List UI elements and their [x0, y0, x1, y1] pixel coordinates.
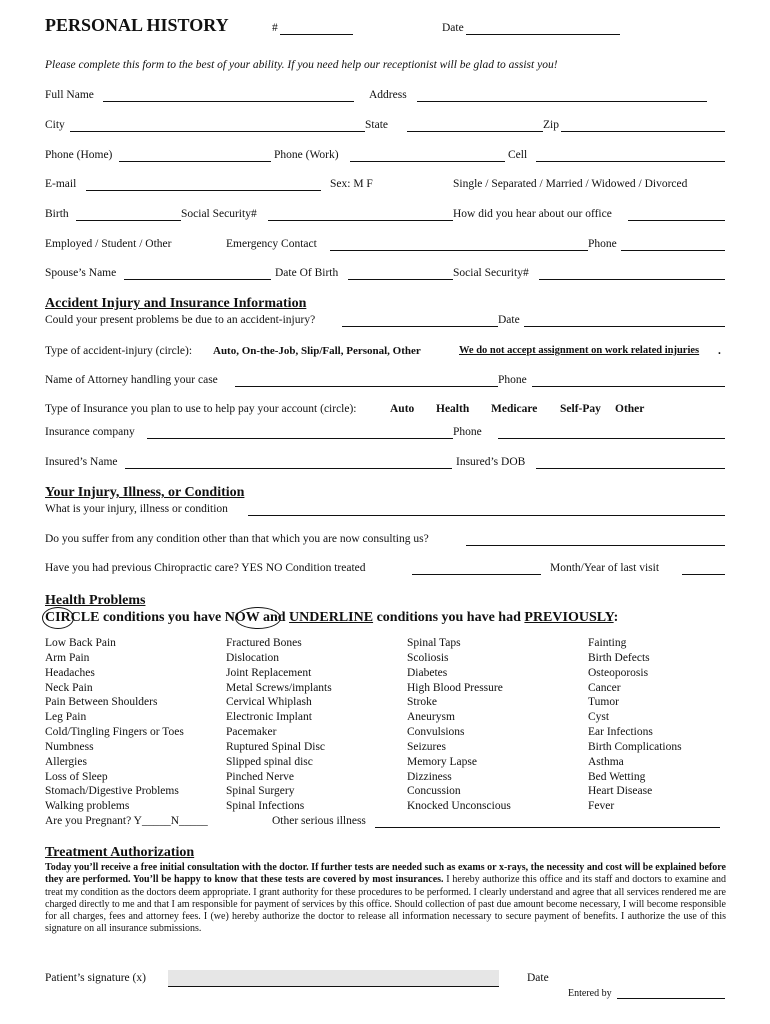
condition-item[interactable]: Low Back Pain [45, 637, 116, 649]
address-field[interactable] [417, 101, 707, 102]
birth-label: Birth [45, 208, 69, 220]
condition-item[interactable]: Bed Wetting [588, 770, 646, 783]
entered-by-label: Entered by [568, 988, 612, 999]
insurance-company-label: Insurance company [45, 426, 135, 438]
condition-treated-field[interactable] [412, 574, 541, 575]
insurance-option-health[interactable]: Health [436, 403, 470, 415]
last-visit-label: Month/Year of last visit [550, 562, 660, 574]
injury-question: What is your injury, illness or condition [45, 503, 228, 515]
condition-item[interactable]: Osteoporosis [588, 666, 649, 679]
circle-word: CIRCLE [45, 610, 100, 625]
number-field[interactable] [280, 34, 353, 35]
health-section-heading: Health Problems [45, 593, 146, 608]
chiropractic-question: Have you had previous Chiropractic care? YES NO Condition treated [45, 562, 366, 574]
referral-label: How did you hear about our office [453, 208, 612, 220]
instr-colon: : [613, 610, 619, 625]
conditions-col-4 [588, 636, 682, 814]
accident-answer-field[interactable] [342, 326, 498, 327]
injury-section-heading: Your Injury, Illness, or Condition [45, 485, 245, 500]
phone-home-field[interactable] [119, 161, 271, 162]
entered-by-field[interactable] [617, 998, 725, 999]
condition-item[interactable]: Spinal Surgery [226, 785, 295, 798]
accident-type-options[interactable]: Auto, On-the-Job, Slip/Fall, Personal, Other [213, 345, 421, 357]
condition-item[interactable]: Electronic Implant [226, 711, 312, 724]
email-field[interactable] [86, 190, 321, 191]
treatment-body-text: I hereby authorize this office and its staff and doctors to examine and treat my condition as the doctors deem appropriate. I grant authority for these procedures to be performed. I clearly understand and agree that all services rendered me are charged directly to me and that I am responsible for payment of services by this office. Should collection of past due amount become necessary, I will become responsible for all charges, fees and attorney fees. I (we) hereby authorize the doctor to release all information necessary to secure payment of benefits. I authorize the use of this signature on all insurance submissions. [45, 874, 727, 935]
condition-item[interactable]: Pinched Nerve [226, 770, 295, 783]
notice-period: . [718, 345, 721, 357]
insurance-phone-field[interactable] [498, 438, 725, 439]
condition-item[interactable]: Memory Lapse [407, 755, 477, 768]
insurance-option-medicare[interactable]: Medicare [491, 403, 538, 415]
instr-text-3: conditions you have had [373, 610, 525, 625]
condition-item[interactable]: Cold/Tingling Fingers or Toes [45, 726, 184, 739]
zip-field[interactable] [561, 131, 725, 132]
injury-field[interactable] [248, 515, 725, 516]
no-assignment-notice: We do not accept assignment on work related injuries [459, 345, 700, 356]
attorney-label: Name of Attorney handling your case [45, 374, 218, 386]
condition-item[interactable]: Loss of Sleep [45, 770, 108, 783]
spouse-ssn-field[interactable] [539, 279, 725, 280]
condition-item[interactable]: Stroke [407, 696, 438, 709]
sex-options[interactable]: Sex: M F [330, 178, 373, 190]
zip-label: Zip [543, 119, 559, 131]
emergency-phone-field[interactable] [621, 250, 725, 251]
accident-type-question: Type of accident-injury (circle): [45, 345, 193, 357]
insured-dob-field[interactable] [536, 468, 725, 469]
referral-field[interactable] [628, 220, 725, 221]
condition-item[interactable]: Joint Replacement [226, 666, 312, 679]
condition-item[interactable]: Allergies [45, 755, 87, 768]
cell-label: Cell [508, 149, 528, 161]
spouse-name-label: Spouse’s Name [45, 267, 117, 279]
condition-item[interactable]: Dizziness [407, 770, 452, 783]
circle-mark-2 [235, 607, 281, 629]
condition-item[interactable]: Stomach/Digestive Problems [45, 785, 179, 798]
attorney-phone-label: Phone [498, 374, 527, 386]
condition-item[interactable]: Knocked Unconscious [407, 800, 511, 813]
condition-item[interactable]: Asthma [588, 755, 624, 768]
condition-item[interactable]: Leg Pain [45, 711, 87, 724]
condition-item[interactable]: Arm Pain [45, 651, 90, 664]
ssn-label: Social Security# [181, 208, 257, 220]
insurance-type-question: Type of Insurance you plan to use to help pay your account (circle): [45, 403, 357, 415]
spouse-ssn-label: Social Security# [453, 267, 529, 279]
conditions-col-3 [407, 636, 511, 814]
condition-item[interactable]: Slipped spinal disc [226, 755, 313, 768]
condition-item[interactable]: Heart Disease [588, 785, 653, 798]
cell-field[interactable] [536, 161, 725, 162]
condition-item[interactable]: Metal Screws/implants [226, 681, 332, 694]
condition-item[interactable]: Birth Complications [588, 740, 682, 753]
previously-word: PREVIOUSLY [524, 610, 614, 625]
condition-item[interactable]: Ruptured Spinal Disc [226, 740, 326, 753]
emergency-contact-field[interactable] [330, 250, 588, 251]
accident-date-field[interactable] [524, 326, 725, 327]
condition-item[interactable]: Numbness [45, 740, 94, 753]
signature-date-label: Date [527, 972, 549, 984]
spouse-dob-label: Date Of Birth [275, 267, 339, 279]
condition-item[interactable]: Birth Defects [588, 651, 650, 664]
condition-item[interactable]: Convulsions [407, 726, 465, 739]
condition-item[interactable]: Pain Between Shoulders [45, 696, 158, 709]
attorney-phone-field[interactable] [532, 386, 725, 387]
marital-status-options[interactable]: Single / Separated / Married / Widowed / Divorced [453, 178, 688, 190]
condition-item[interactable]: Seizures [407, 740, 446, 753]
condition-item[interactable]: Walking problems [45, 800, 130, 813]
condition-item[interactable]: Neck Pain [45, 681, 93, 694]
spouse-dob-field[interactable] [348, 279, 453, 280]
other-illness-field[interactable] [375, 827, 720, 828]
condition-item[interactable]: Spinal Taps [407, 637, 461, 649]
treatment-bold-text: Today you’ll receive a free initial consultation with the doctor. If further tests are needed such as exams or x-rays, the necessity and cost will be explained before they are performed. You’ll be happy to know that these tests are covered by most insurances. [45, 862, 726, 886]
employment-options[interactable]: Employed / Student / Other [45, 238, 172, 250]
state-label: State [365, 119, 388, 131]
last-visit-field[interactable] [682, 574, 725, 575]
condition-item[interactable]: Dislocation [226, 651, 280, 664]
phone-work-field[interactable] [350, 161, 505, 162]
insured-name-field[interactable] [125, 468, 452, 469]
accident-section-heading: Accident Injury and Insurance Information [45, 296, 307, 311]
emergency-phone-label: Phone [588, 238, 617, 250]
city-field[interactable] [70, 131, 365, 132]
condition-item[interactable]: Ear Infections [588, 726, 653, 739]
underline-word: UNDERLINE [289, 610, 374, 625]
number-label: # [272, 22, 278, 34]
accident-date-label: Date [498, 314, 520, 326]
instr-text-1: conditions you have [99, 610, 225, 625]
condition-item[interactable]: Fever [588, 800, 615, 813]
treatment-section-heading: Treatment Authorization [45, 845, 195, 860]
condition-item[interactable]: Fractured Bones [226, 637, 302, 649]
phone-home-label: Phone (Home) [45, 149, 113, 161]
signature-field[interactable] [168, 970, 499, 987]
now-word: NOW [224, 610, 260, 625]
condition-item[interactable]: Diabetes [407, 666, 448, 679]
insured-dob-label: Insured’s DOB [456, 456, 526, 468]
condition-item[interactable]: Aneurysm [407, 711, 455, 724]
header-date-label: Date [442, 22, 464, 34]
condition-item[interactable]: Pacemaker [226, 726, 277, 739]
condition-item[interactable]: Concussion [407, 785, 461, 798]
conditions-col-1 [45, 636, 184, 814]
instr-text-2: and [259, 610, 290, 625]
health-instructions [45, 610, 618, 626]
condition-item[interactable]: High Blood Pressure [407, 681, 503, 694]
other-condition-question: Do you suffer from any condition other than that which you are now consulting us? [45, 533, 429, 545]
ssn-field[interactable] [268, 220, 453, 221]
page-title: PERSONAL HISTORY [45, 15, 229, 35]
full-name-field[interactable] [103, 101, 354, 102]
city-label: City [45, 119, 65, 131]
insurance-company-field[interactable] [147, 438, 453, 439]
header-date-field[interactable] [466, 34, 620, 35]
insurance-option-self-pay[interactable]: Self-Pay [560, 403, 601, 415]
condition-item[interactable]: Cyst [588, 711, 610, 724]
treatment-paragraph [45, 862, 726, 936]
insurance-phone-label: Phone [453, 426, 482, 438]
condition-item[interactable]: Scoliosis [407, 651, 449, 664]
insured-name-label: Insured’s Name [45, 456, 118, 468]
condition-item[interactable]: Headaches [45, 666, 95, 679]
address-label: Address [369, 89, 407, 101]
accident-question: Could your present problems be due to an accident-injury? [45, 314, 316, 326]
intro-text: Please complete this form to the best of your ability. If you need help our receptionist will be glad to assist you! [45, 59, 558, 71]
email-label: E-mail [45, 178, 77, 190]
condition-item[interactable]: Cancer [588, 681, 621, 694]
circle-mark-1 [42, 607, 74, 629]
insurance-option-other[interactable]: Other [615, 403, 645, 415]
attorney-field[interactable] [235, 386, 498, 387]
condition-item[interactable]: Spinal Infections [226, 800, 305, 813]
condition-item[interactable]: Fainting [588, 637, 627, 649]
condition-item[interactable]: Cervical Whiplash [226, 696, 312, 709]
birth-field[interactable] [76, 220, 181, 221]
other-illness-label: Other serious illness [272, 815, 366, 827]
full-name-label: Full Name [45, 89, 94, 101]
other-condition-field[interactable] [466, 545, 725, 546]
spouse-name-field[interactable] [124, 279, 271, 280]
conditions-col-2 [226, 636, 332, 814]
state-field[interactable] [407, 131, 543, 132]
pregnant-question[interactable]: Are you Pregnant? Y_____N_____ [45, 815, 208, 827]
phone-work-label: Phone (Work) [274, 149, 339, 161]
emergency-contact-label: Emergency Contact [226, 238, 317, 250]
condition-item[interactable]: Tumor [588, 696, 619, 709]
signature-label: Patient’s signature (x) [45, 972, 146, 984]
insurance-option-auto[interactable]: Auto [390, 403, 415, 415]
